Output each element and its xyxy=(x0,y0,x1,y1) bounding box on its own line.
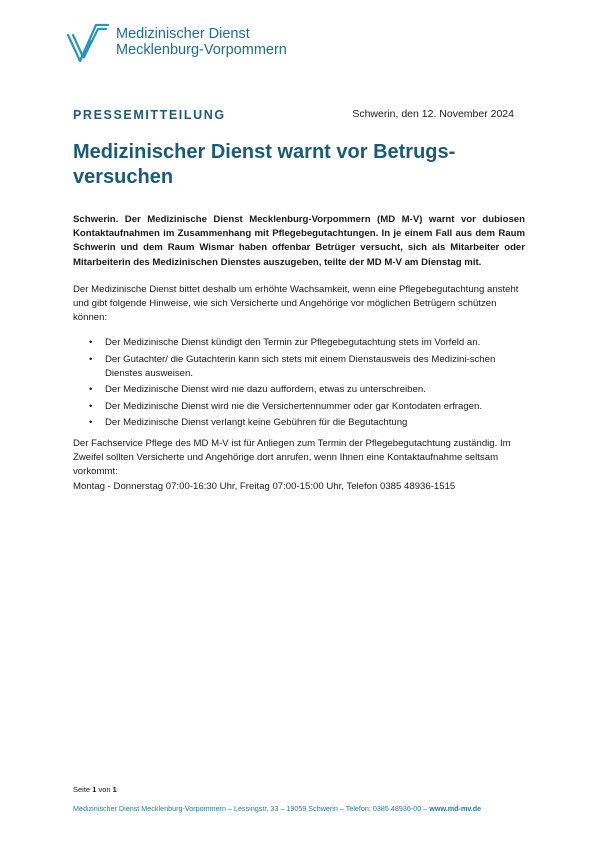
logo xyxy=(66,19,287,65)
footer-website-link[interactable]: www.md-mv.de xyxy=(429,804,482,813)
page-current: 1 xyxy=(92,785,97,794)
title-line-1: Medizinischer Dienst warnt vor Betrugs- xyxy=(73,141,456,163)
page-prefix: Seite xyxy=(73,785,93,794)
bullet-icon: • xyxy=(89,384,93,396)
page-middle: von xyxy=(96,785,113,794)
service-text: Der Fachservice Pflege des MD M-V ist für Anliegen zum Termin der Pflegebegutachtung zuständig. Im Zweifel sollten Versicherte und Angehörige dort anrufen, wenn Ihnen eine Kontaktaufnahme seltsam vorkommt: xyxy=(73,438,511,478)
bullet-icon: • xyxy=(89,353,93,365)
bullet-icon: • xyxy=(89,417,93,429)
press-release-label: PRESSEMITTEILUNG xyxy=(73,108,226,122)
list-item xyxy=(73,336,525,350)
page-number xyxy=(73,785,117,794)
list-item-text: Der Medizinische Dienst verlangt keine Gebühren für die Begutachtung xyxy=(105,417,408,429)
list-item-text: Der Medizinische Dienst wird nie dazu auffordern, etwas zu unterschreiben. xyxy=(105,384,426,396)
body-paragraph-2 xyxy=(73,437,525,494)
list-item xyxy=(73,400,525,414)
title-line-2: versuchen xyxy=(73,166,174,188)
body-paragraph-1: Der Medizinische Dienst bittet deshalb um erhöhte Wachsamkeit, wenn eine Pflegebegutachtung ansteht und gibt folgende Hinweise, wie sich Versicherte und Angehörige vor möglichen Betrügern schützen können: xyxy=(73,284,519,324)
list-item-text: Der Medizinische Dienst wird nie die Versichertennummer oder gar Kontodaten erfragen. xyxy=(105,400,483,412)
bullet-icon: • xyxy=(89,400,93,412)
lead-paragraph: Schwerin. Der Medizinische Dienst Mecklenburg-Vorpommern (MD M-V) warnt vor dubiosen Kontaktaufnahmen im Zusammenhang mit Pflegebegutachtungen. In je einem Fall aus dem Raum Schwerin und dem Raum Wismar haben offenbar Betrüger versucht, sich als Mitarbeiter oder Mitarbeiterin des Medizinischen Dienstes auszugeben, teilte der MD M-V am Dienstag mit. xyxy=(73,214,525,268)
logo-line-1: Medizinischer Dienst xyxy=(116,26,250,42)
list-item-text: Der Gutachter/ die Gutachterin kann sich stets mit einem Dienstausweis des Medizini-schen Dienstes ausweisen. xyxy=(105,353,496,379)
list-item xyxy=(73,383,525,397)
bullet-icon: • xyxy=(89,337,93,348)
release-date: Schwerin, den 12. November 2024 xyxy=(352,108,514,120)
hints-list xyxy=(73,336,525,433)
list-item xyxy=(73,416,525,430)
footer xyxy=(73,804,533,813)
page-total: 1 xyxy=(112,785,117,794)
md-checkmark-logo-icon xyxy=(66,19,110,65)
logo-line-2: Mecklenburg-Vorpommern xyxy=(116,42,287,58)
list-item-text: Der Medizinische Dienst kündigt den Termin zur Pflegebegutachtung stets im Vorfeld an. xyxy=(105,337,481,348)
list-item xyxy=(73,353,525,381)
footer-address: Medizinischer Dienst Mecklenburg-Vorpommern – Lessingstr. 33 – 19059 Schwerin – Telefon: 0385 48936-00 – xyxy=(73,804,430,813)
service-hours: Montag - Donnerstag 07:00-16:30 Uhr, Freitag 07:00-15:00 Uhr, Telefon 0385 48936-1515 xyxy=(73,480,456,492)
page-title xyxy=(73,140,493,190)
logo-wordmark xyxy=(116,26,287,58)
